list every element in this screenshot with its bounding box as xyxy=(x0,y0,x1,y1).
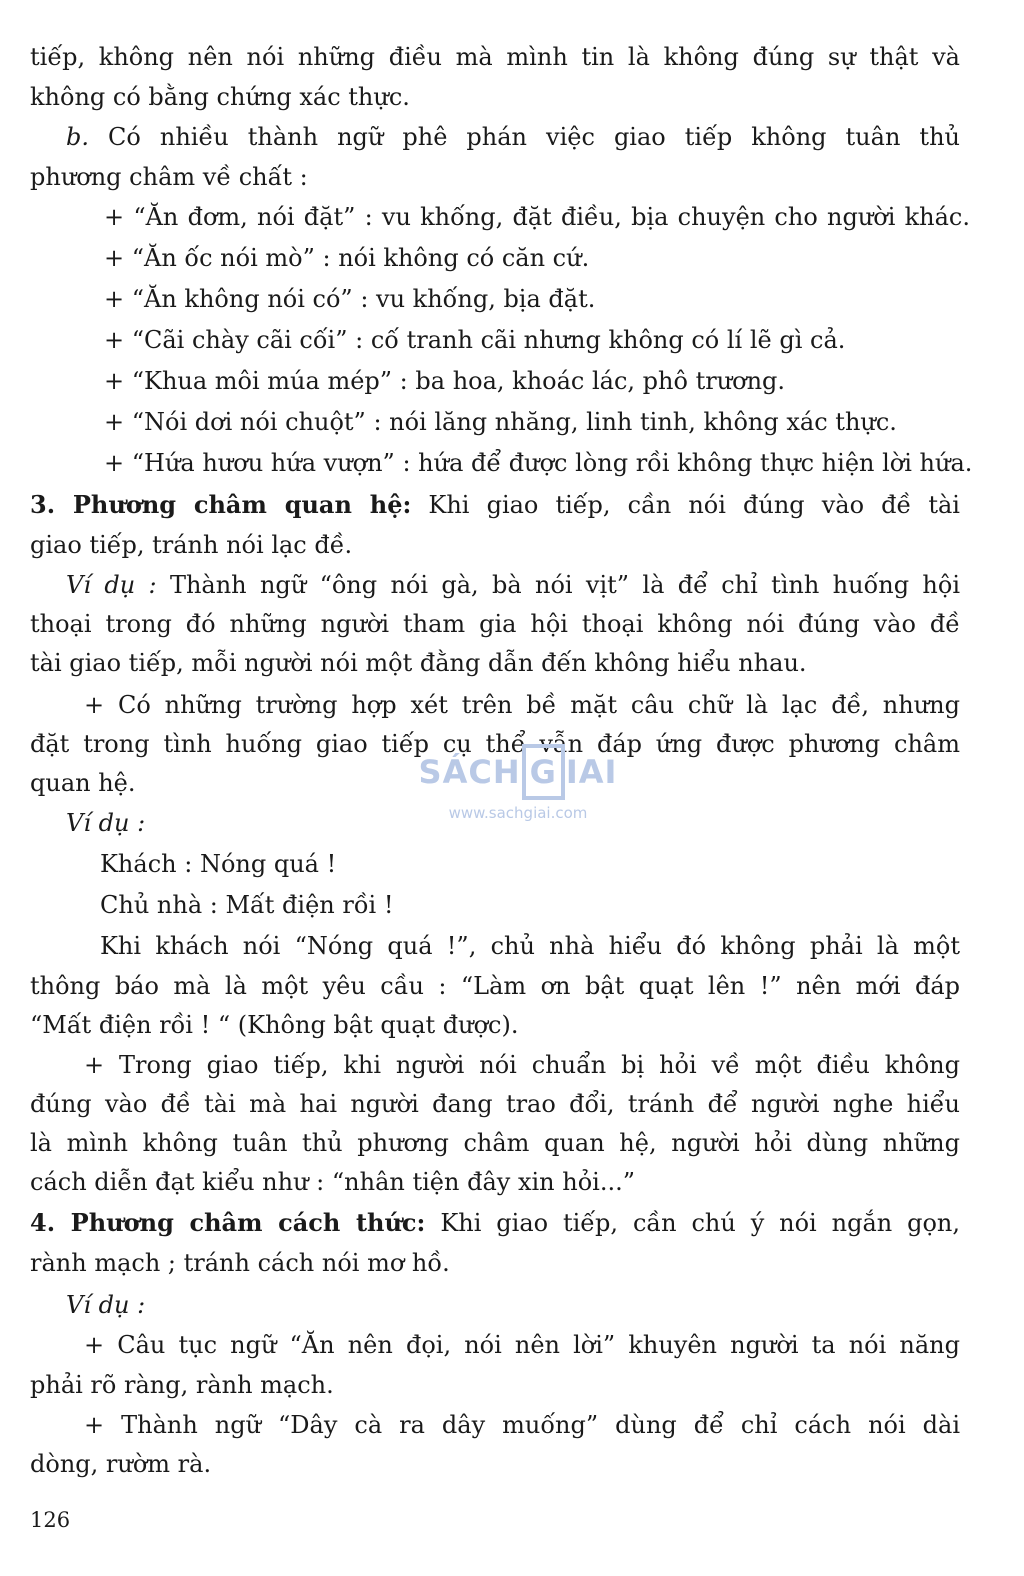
section-heading: 3. Phương châm quan hệ: xyxy=(30,490,412,519)
section-heading: 4. Phương châm cách thức: xyxy=(30,1208,426,1237)
text-line: thoại trong đó những người tham gia hội thoại không nói đúng vào đề xyxy=(30,610,960,638)
text-span: Thành ngữ “ông nói gà, bà nói vịt” là để chỉ tình huống hội xyxy=(169,571,961,599)
dialogue-line: Khách : Nóng quá ! xyxy=(100,850,337,878)
watermark-logo: SÁCH G IAI xyxy=(408,742,628,802)
list-item: + “Ăn không nói có” : vu khống, bịa đặt. xyxy=(104,285,596,313)
dialogue-line: Chủ nhà : Mất điện rồi ! xyxy=(100,891,394,919)
text-line xyxy=(66,122,960,152)
list-item: + “Ăn ốc nói mò” : nói không có căn cứ. xyxy=(104,244,590,272)
list-item: + “Khua môi múa mép” : ba hoa, khoác lác, phô trương. xyxy=(104,367,786,395)
text-line: “Mất điện rồi ! “ (Không bật quạt được). xyxy=(30,1011,519,1039)
section-3-heading-line xyxy=(30,490,960,520)
text-line: Khi khách nói “Nóng quá !”, chủ nhà hiểu đó không phải là một xyxy=(100,932,960,960)
text-line: rành mạch ; tránh cách nói mơ hồ. xyxy=(30,1249,450,1277)
text-span: Khi giao tiếp, cần chú ý nói ngắn gọn, xyxy=(440,1209,960,1237)
list-item: + “Ăn đơm, nói đặt” : vu khống, đặt điều, bịa chuyện cho người khác. xyxy=(104,203,970,231)
example-label: Ví dụ : xyxy=(66,809,146,837)
item-label: b. xyxy=(66,123,89,151)
section-4-heading-line xyxy=(30,1208,960,1238)
text-line: dòng, rườm rà. xyxy=(30,1450,212,1478)
example-label: Ví dụ : xyxy=(66,571,157,599)
text-line: là mình không tuân thủ phương châm quan hệ, người hỏi dùng những xyxy=(30,1129,960,1157)
text-line: phương châm về chất : xyxy=(30,163,308,191)
text-line: tiếp, không nên nói những điều mà mình tin là không đúng sự thật và xyxy=(30,43,960,71)
text-line: thông báo mà là một yêu cầu : “Làm ơn bật quạt lên !” nên mới đáp xyxy=(30,972,960,1000)
text-line: không có bằng chứng xác thực. xyxy=(30,83,410,111)
list-item: + “Cãi chày cãi cối” : cố tranh cãi nhưng không có lí lẽ gì cả. xyxy=(104,326,846,354)
example-label: Ví dụ : xyxy=(66,1291,146,1319)
text-line: cách diễn đạt kiểu như : “nhân tiện đây xin hỏi...” xyxy=(30,1168,635,1196)
page-number: 126 xyxy=(30,1508,71,1532)
text-line: + Trong giao tiếp, khi người nói chuẩn bị hỏi về một điều không xyxy=(84,1051,960,1079)
text-line: giao tiếp, tránh nói lạc đề. xyxy=(30,531,353,559)
text-line xyxy=(66,570,960,600)
text-line: quan hệ. xyxy=(30,769,136,797)
text-line: + Thành ngữ “Dây cà ra dây muống” dùng để chỉ cách nói dài xyxy=(84,1411,960,1439)
text-line: phải rõ ràng, rành mạch. xyxy=(30,1371,334,1399)
text-line: tài giao tiếp, mỗi người nói một đằng dẫn đến không hiểu nhau. xyxy=(30,649,807,677)
text-line: đặt trong tình huống giao tiếp cụ thể vẫn đáp ứng được phương châm xyxy=(30,730,960,758)
list-item: + “Hứa hươu hứa vượn” : hứa để được lòng rồi không thực hiện lời hứa. xyxy=(104,449,973,477)
watermark xyxy=(408,742,628,842)
text-span: Khi giao tiếp, cần nói đúng vào đề tài xyxy=(428,491,960,519)
list-item: + “Nói dơi nói chuột” : nói lăng nhăng, linh tinh, không xác thực. xyxy=(104,408,897,436)
text-line: + Câu tục ngữ “Ăn nên đọi, nói nên lời” khuyên người ta nói năng xyxy=(84,1331,960,1359)
text-span: Có nhiều thành ngữ phê phán việc giao tiếp không tuân thủ xyxy=(108,123,960,151)
text-line: đúng vào đề tài mà hai người đang trao đổi, tránh để người nghe hiểu xyxy=(30,1090,960,1118)
watermark-url: www.sachgiai.com xyxy=(448,804,588,822)
text-line: + Có những trường hợp xét trên bề mặt câu chữ là lạc đề, nhưng xyxy=(84,691,960,719)
